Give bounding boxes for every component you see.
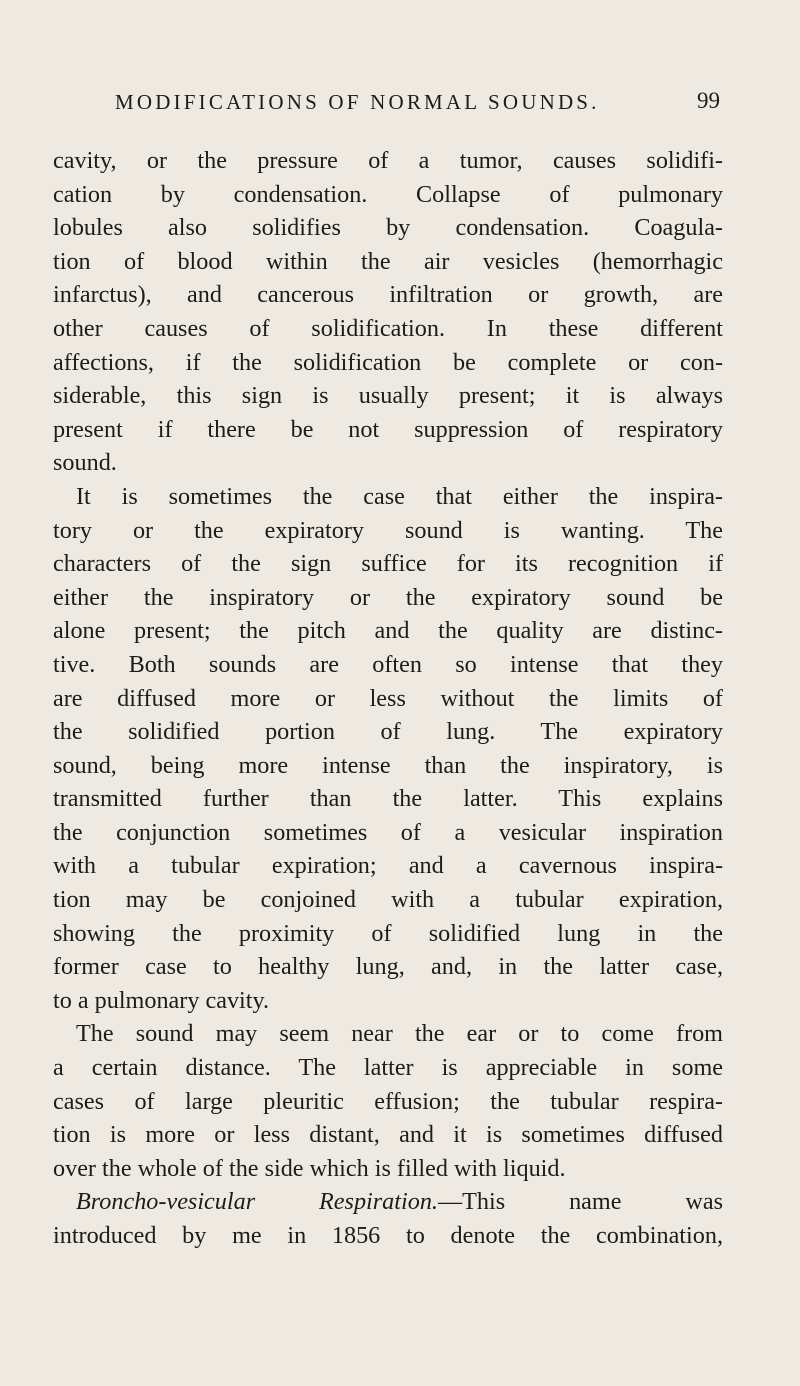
text-line: with a tubular expiration; and a cavernous inspira-	[53, 852, 723, 880]
text-line: are diffused more or less without the limits of	[53, 684, 723, 712]
text-line: a certain distance. The latter is appreciable in some	[53, 1054, 723, 1082]
text-line: other causes of solidification. In these different	[53, 314, 723, 342]
text-line: sound.	[53, 449, 117, 477]
page-number: 99	[697, 88, 720, 113]
text-line: introduced by me in 1856 to denote the combination,	[53, 1222, 723, 1249]
body-text	[53, 144, 723, 1253]
text-line: tion of blood within the air vesicles (hemorrhagic	[53, 247, 723, 275]
text-line: tive. Both sounds are often so intense that they	[53, 650, 723, 678]
text-line: tory or the expiratory sound is wanting. The	[53, 516, 723, 544]
section-heading-continuation: —This name was	[437, 1188, 723, 1216]
text-line: present if there be not suppression of respiratory	[53, 415, 723, 443]
text-line: siderable, this sign is usually present; it is always	[53, 382, 723, 410]
text-line: tion may be conjoined with a tubular expiration,	[53, 886, 723, 914]
text-line: to a pulmonary cavity.	[53, 986, 270, 1014]
text-line: showing the proximity of solidified lung in the	[53, 919, 723, 947]
text-line: either the inspiratory or the expiratory sound be	[53, 583, 723, 611]
text-line: the solidified portion of lung. The expiratory	[53, 718, 723, 746]
text-line: cases of large pleuritic effusion; the tubular respira-	[53, 1087, 723, 1115]
running-title: MODIFICATIONS OF NORMAL SOUNDS.	[115, 90, 600, 114]
paragraph-first-line: It is sometimes the case that either the inspira-	[76, 482, 723, 510]
text-line: sound, being more intense than the inspiratory, is	[53, 751, 723, 779]
running-head	[115, 90, 720, 120]
text-line: former case to healthy lung, and, in the latter case,	[53, 953, 723, 981]
section-heading-line	[53, 1185, 723, 1219]
paragraph-first-line: The sound may seem near the ear or to come from	[76, 1020, 723, 1048]
section-heading: Broncho-vesicular Respiration.	[76, 1188, 438, 1216]
text-line: cavity, or the pressure of a tumor, causes solidifi-	[53, 147, 723, 174]
text-line: tion is more or less distant, and it is sometimes diffused	[53, 1121, 723, 1149]
text-line: infarctus), and cancerous infiltration or growth, are	[53, 281, 723, 309]
text-line: transmitted further than the latter. This explains	[53, 785, 723, 813]
text-line: characters of the sign suffice for its recognition if	[53, 550, 723, 578]
text-line: alone present; the pitch and the quality are distinc-	[53, 617, 723, 645]
text-line: the conjunction sometimes of a vesicular inspiration	[53, 818, 723, 846]
text-line: lobules also solidifies by condensation. Coagula-	[53, 214, 723, 242]
text-line: cation by condensation. Collapse of pulmonary	[53, 180, 723, 208]
text-line: over the whole of the side which is filled with liquid.	[53, 1154, 566, 1182]
text-line: affections, if the solidification be complete or con-	[53, 348, 723, 376]
